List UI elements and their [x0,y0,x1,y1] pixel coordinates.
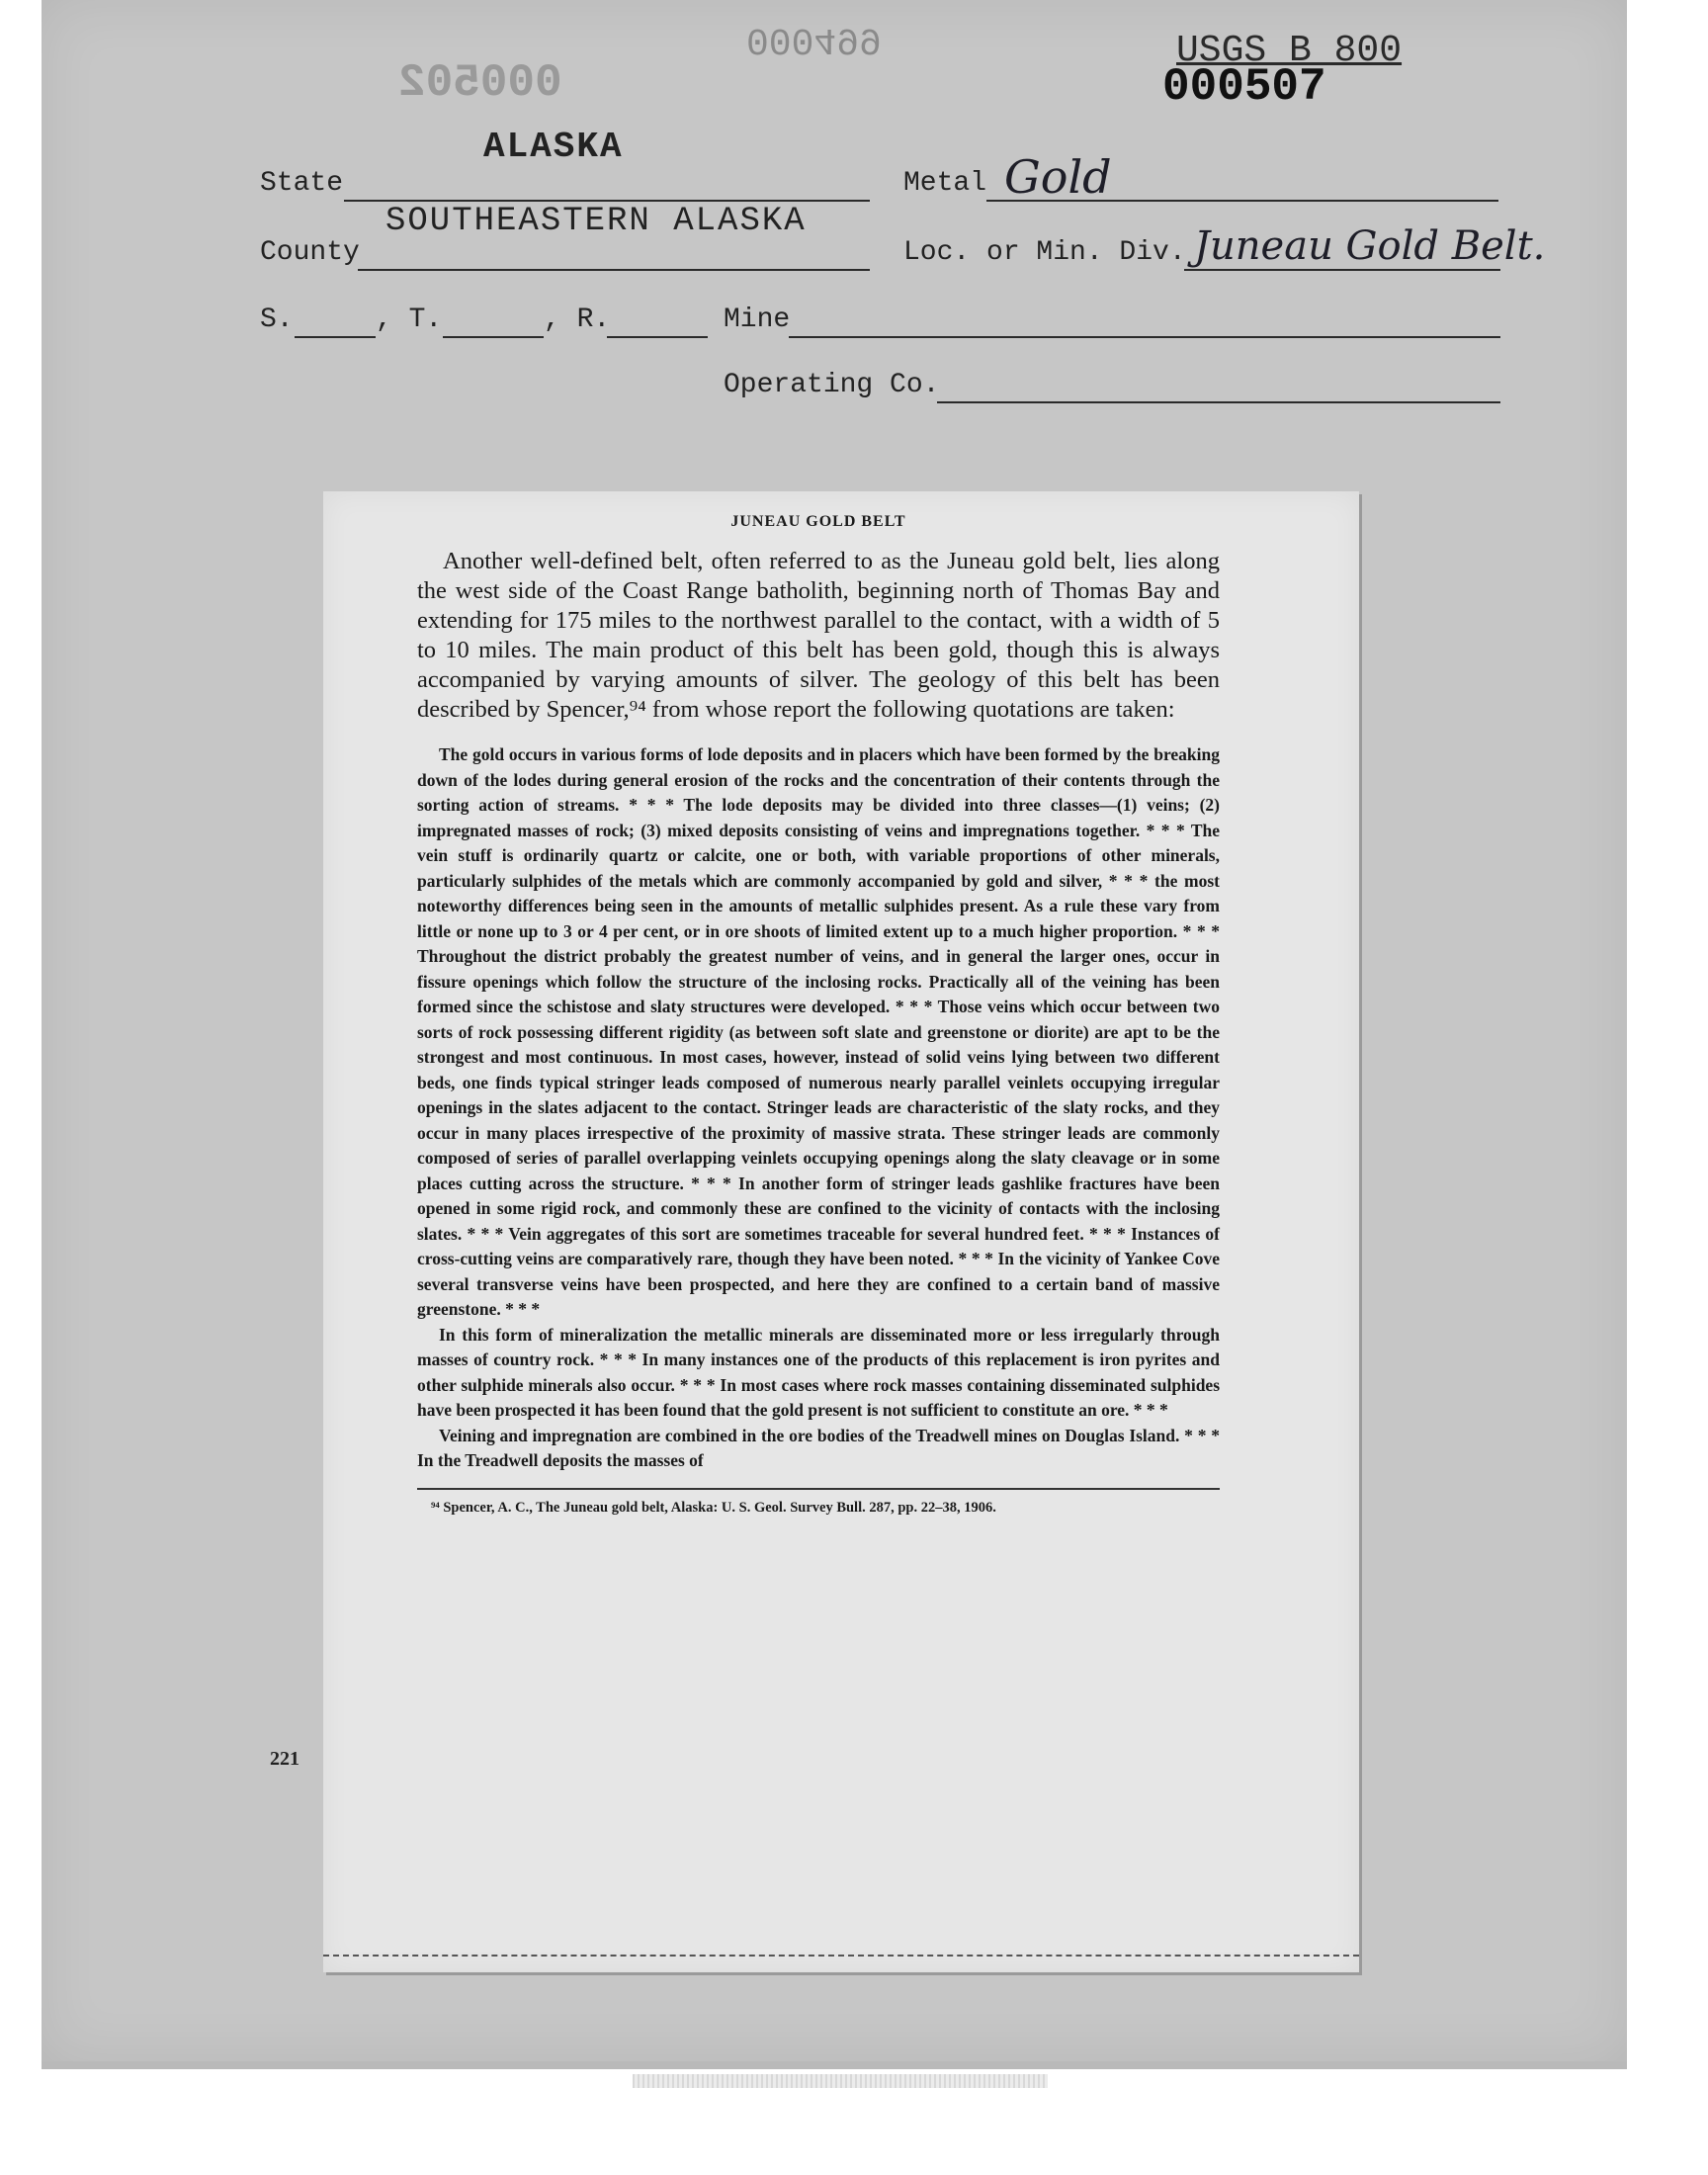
county-value: SOUTHEASTERN ALASKA [385,203,807,240]
stamp-mirrored: 000502 [398,57,562,109]
quote-paragraph: In this form of mineralization the metallic minerals are disseminated more or less irregularly through masses of country rock. * * * In many instances one of the products of this replacement is iron pyrites and other sulphide minerals also occur. * * * In most cases where rock masses containing disseminated sulphides have been prospected it has been found that the gold present is not sufficient to constitute an ore. * * * [417,1324,1220,1420]
mine-line [789,336,1500,338]
clipping-shadow-edge [1359,509,1362,1972]
footnote: ⁹⁴ Spencer, A. C., The Juneau gold belt, Alaska: U. S. Geol. Survey Bull. 287, pp. 22–38, 1906. [431,1499,996,1516]
footnote-rule [417,1488,1220,1490]
state-value: ALASKA [483,127,624,167]
scan-artifact [633,2074,1048,2088]
page-number: 221 [270,1748,299,1770]
section-line [295,336,376,338]
operating-line [937,401,1500,403]
quote-paragraph: Veining and impregnation are combined in the ore bodies of the Treadwell mines on Douglas Island. * * * In the Treadwell deposits the masses of [417,1425,1220,1470]
clipping-bottom-rule [323,1955,1359,1957]
bulletin-ref: USGS B 800 [1176,30,1403,72]
county-label: County [260,237,360,268]
clipping-text-block [417,513,1220,1518]
quote-paragraph: The gold occurs in various forms of lode deposits and in placers which have been formed by the breaking down of the lodes during general erosion of the rocks and the concentration of their contents through the sorting action of streams. * * * The lode deposits may be divided into three classes—(1) veins; (2) impregnated masses of rock; (3) mixed deposits consisting of veins and impregnations together. * * * The vein stuff is ordinarily quartz or calcite, one or both, with variable proportions of other minerals, particularly sulphides of the metals which are commonly accompanied by gold and silver, * * * the most noteworthy differences being seen in the amounts of metallic sulphides present. As a rule these vary from little or none up to 3 or 4 per cent, or in ore shoots of limited extent up to a much higher proportion. * * * Throughout the district probably the greatest number of veins, and in general the larger ones, occur in fissure openings which follow the structure of the inclosing rocks. Practically all of the veining has been formed since the schistose and slaty structures were developed. * * * Those veins which occur between two sorts of rock possessing different rigidity (as between soft slate and greenstone or diorite) are apt to be the strongest and most continuous. In most cases, however, instead of solid veins lying between two different beds, one finds typical stringer leads composed of numerous nearly parallel veinlets occupying irregular openings in the slates adjacent to the contact. Stringer leads are characteristic of the slaty rocks, and they occur in many places irrespective of the proximity of massive strata. These stringer leads are commonly composed of series of parallel overlapping veinlets occupying openings along the slaty cleavage or in some places cutting across the structure. * * * In another form of stringer leads gashlike fractures have been opened in some rigid rock, and commonly these are confined to the vicinity of contacts with the inclosing slates. * * * Vein aggregates of this sort are sometimes traceable for several hundred feet. * * * Instances of cross-cutting veins are comparatively rare, though they have been noted. * * * In the vicinity of Yankee Cove several transverse veins have been prospected, and here they are confined to a certain band of massive greenstone. * * * [417,744,1220,1319]
township-line [443,336,544,338]
metal-value: Gold [1004,150,1112,204]
clipping-intro: Another well-defined belt, often referred to as the Juneau gold belt, lies along the west side of the Coast Range batholith, beginning north of Thomas Bay and extending for 175 miles to the northwest parallel to the contact, with a width of 5 to 10 miles. The main product of this belt has been gold, though this is always accompanied by varying amounts of silver. The geology of this belt has been described by Spencer,⁹⁴ from whose report the following quotations are taken: [417,548,1220,723]
metal-label: Metal [903,168,987,199]
clipping-heading: JUNEAU GOLD BELT [730,513,906,530]
state-line [344,200,870,202]
metal-line [986,200,1498,202]
county-line [358,269,870,271]
card-bottom-edge [42,2061,1627,2069]
book-page-clipping [323,491,1359,1972]
section-label: S. [260,304,294,335]
mine-label: Mine [724,304,791,335]
stamp-number: 000507 [1162,61,1326,113]
operating-label: Operating Co. [724,370,940,400]
locality-label: Loc. or Min. Div. [903,237,1186,268]
locality-line [1184,269,1500,271]
stamp-top: 000499 [746,18,882,60]
range-line [607,336,708,338]
locality-value: Juneau Gold Belt. [1194,223,1546,269]
range-label: , R. [544,304,611,335]
township-label: , T. [376,304,443,335]
state-label: State [260,168,344,199]
